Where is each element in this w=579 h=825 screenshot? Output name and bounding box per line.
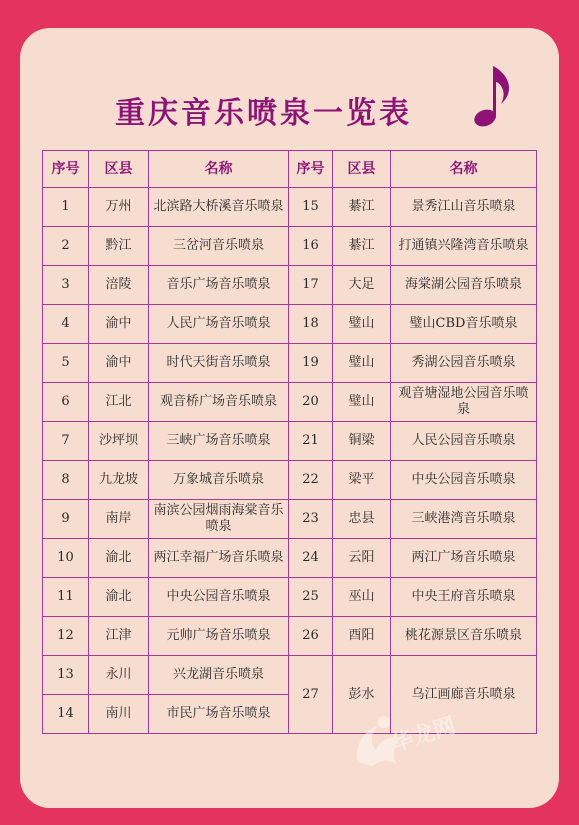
table-row <box>43 617 537 656</box>
header-district: 区县 <box>89 151 149 188</box>
name-cell: 三峡港湾音乐喷泉 <box>391 500 537 539</box>
district-cell: 綦江 <box>333 227 391 266</box>
name-cell: 中央公园音乐喷泉 <box>391 461 537 500</box>
district-cell: 江北 <box>89 383 149 422</box>
seq-cell: 7 <box>43 422 89 461</box>
district-cell: 铜梁 <box>333 422 391 461</box>
district-cell: 渝北 <box>89 539 149 578</box>
seq-cell: 3 <box>43 266 89 305</box>
seq-cell: 22 <box>289 461 333 500</box>
seq-cell: 27 <box>289 656 333 734</box>
name-cell: 三岔河音乐喷泉 <box>149 227 289 266</box>
seq-cell: 21 <box>289 422 333 461</box>
table-row <box>43 227 537 266</box>
seq-cell: 2 <box>43 227 89 266</box>
music-note-icon <box>463 60 515 130</box>
name-cell: 景秀江山音乐喷泉 <box>391 188 537 227</box>
district-cell: 南川 <box>89 695 149 734</box>
district-cell: 渝北 <box>89 578 149 617</box>
watermark-text: 华龙网 <box>388 713 459 758</box>
table-row <box>43 500 537 539</box>
district-cell: 涪陵 <box>89 266 149 305</box>
district-cell: 江津 <box>89 617 149 656</box>
seq-cell: 12 <box>43 617 89 656</box>
district-cell: 黔江 <box>89 227 149 266</box>
district-cell: 南岸 <box>89 500 149 539</box>
seq-cell: 6 <box>43 383 89 422</box>
seq-cell: 15 <box>289 188 333 227</box>
name-cell: 兴龙湖音乐喷泉 <box>149 656 289 695</box>
seq-cell: 10 <box>43 539 89 578</box>
seq-cell: 14 <box>43 695 89 734</box>
seq-cell: 11 <box>43 578 89 617</box>
seq-cell: 16 <box>289 227 333 266</box>
name-cell: 人民公园音乐喷泉 <box>391 422 537 461</box>
seq-cell: 19 <box>289 344 333 383</box>
name-cell: 北滨路大桥溪音乐喷泉 <box>149 188 289 227</box>
table-row <box>43 578 537 617</box>
seq-cell: 13 <box>43 656 89 695</box>
name-cell: 璧山CBD音乐喷泉 <box>391 305 537 344</box>
header-name: 名称 <box>149 151 289 188</box>
name-cell: 三峡广场音乐喷泉 <box>149 422 289 461</box>
seq-cell: 5 <box>43 344 89 383</box>
header-name-2: 名称 <box>391 151 537 188</box>
table-row <box>43 422 537 461</box>
name-cell: 乌江画廊音乐喷泉 <box>391 656 537 734</box>
table-row <box>43 656 537 695</box>
fountain-table <box>42 150 537 734</box>
name-cell: 秀湖公园音乐喷泉 <box>391 344 537 383</box>
table-row <box>43 344 537 383</box>
district-cell: 璧山 <box>333 383 391 422</box>
seq-cell: 25 <box>289 578 333 617</box>
table-row <box>43 305 537 344</box>
district-cell: 永川 <box>89 656 149 695</box>
table-row <box>43 461 537 500</box>
seq-cell: 1 <box>43 188 89 227</box>
seq-cell: 9 <box>43 500 89 539</box>
district-cell: 梁平 <box>333 461 391 500</box>
name-cell: 市民广场音乐喷泉 <box>149 695 289 734</box>
district-cell: 綦江 <box>333 188 391 227</box>
header-seq-2: 序号 <box>289 151 333 188</box>
name-cell: 两江幸福广场音乐喷泉 <box>149 539 289 578</box>
table-row <box>43 539 537 578</box>
district-cell: 璧山 <box>333 305 391 344</box>
table-row <box>43 266 537 305</box>
district-cell: 巫山 <box>333 578 391 617</box>
seq-cell: 20 <box>289 383 333 422</box>
seq-cell: 23 <box>289 500 333 539</box>
district-cell: 云阳 <box>333 539 391 578</box>
name-cell: 中央王府音乐喷泉 <box>391 578 537 617</box>
name-cell: 元帅广场音乐喷泉 <box>149 617 289 656</box>
name-cell: 万象城音乐喷泉 <box>149 461 289 500</box>
name-cell: 音乐广场音乐喷泉 <box>149 266 289 305</box>
name-cell: 海棠湖公园音乐喷泉 <box>391 266 537 305</box>
seq-cell: 24 <box>289 539 333 578</box>
name-cell: 人民广场音乐喷泉 <box>149 305 289 344</box>
seq-cell: 18 <box>289 305 333 344</box>
district-cell: 万州 <box>89 188 149 227</box>
table-row <box>43 188 537 227</box>
name-cell: 时代天街音乐喷泉 <box>149 344 289 383</box>
header-district-2: 区县 <box>333 151 391 188</box>
seq-cell: 4 <box>43 305 89 344</box>
seq-cell: 26 <box>289 617 333 656</box>
name-cell: 观音塘湿地公园音乐喷泉 <box>391 383 537 422</box>
district-cell: 渝中 <box>89 344 149 383</box>
district-cell: 九龙坡 <box>89 461 149 500</box>
district-cell: 渝中 <box>89 305 149 344</box>
header-seq: 序号 <box>43 151 89 188</box>
name-cell: 中央公园音乐喷泉 <box>149 578 289 617</box>
district-cell: 大足 <box>333 266 391 305</box>
seq-cell: 8 <box>43 461 89 500</box>
district-cell: 沙坪坝 <box>89 422 149 461</box>
table-header-row <box>43 151 537 188</box>
district-cell: 忠县 <box>333 500 391 539</box>
name-cell: 打通镇兴隆湾音乐喷泉 <box>391 227 537 266</box>
table-row <box>43 383 537 422</box>
district-cell: 璧山 <box>333 344 391 383</box>
district-cell: 酉阳 <box>333 617 391 656</box>
name-cell: 南滨公园烟雨海棠音乐喷泉 <box>149 500 289 539</box>
name-cell: 两江广场音乐喷泉 <box>391 539 537 578</box>
name-cell: 观音桥广场音乐喷泉 <box>149 383 289 422</box>
seq-cell: 17 <box>289 266 333 305</box>
name-cell: 桃花源景区音乐喷泉 <box>391 617 537 656</box>
district-cell: 彭水 <box>333 656 391 734</box>
page-title: 重庆音乐喷泉一览表 <box>115 96 412 131</box>
